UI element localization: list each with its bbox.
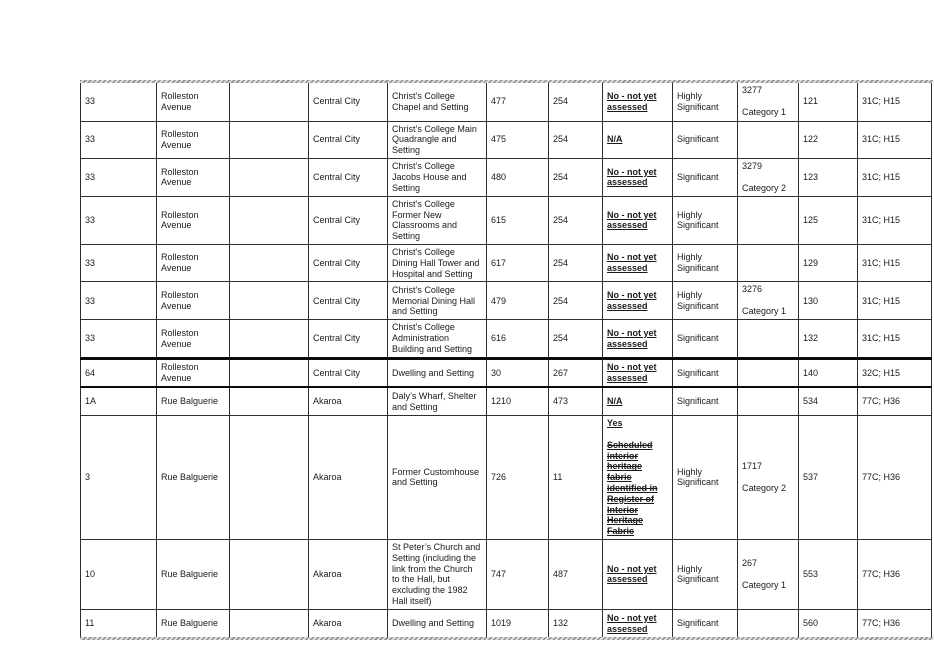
hnz-list-number: 3277: [742, 85, 763, 96]
cell-empty-column: [230, 320, 309, 358]
cell-locality: Akaroa: [309, 387, 388, 415]
cell-empty-column: [230, 245, 309, 282]
cell-item-number: 125: [799, 196, 858, 244]
cell-locality: Central City: [309, 282, 388, 320]
cell-hnz-listing: [738, 609, 799, 637]
cell-empty-column: [230, 415, 309, 539]
cell-interior-heritage-status: [603, 320, 673, 358]
cell-interior-heritage-status: [603, 415, 673, 539]
cell-map-reference: 77C; H36: [858, 540, 932, 610]
cell-street-number: 64: [81, 358, 157, 387]
cell-item-description: St Peter’s Church and Setting (including the link from the Church to the Hall, but excluding the 1982 Hall itself): [388, 540, 487, 610]
cell-ref-a: 475: [487, 121, 549, 158]
cell-hnz-listing: [738, 387, 799, 415]
cell-significance: Highly Significant: [673, 282, 738, 320]
cell-item-description: Dwelling and Setting: [388, 358, 487, 387]
hnz-category: Category 1: [742, 107, 787, 118]
cell-locality: Central City: [309, 320, 388, 358]
cell-ref-b: 11: [549, 415, 603, 539]
cell-item-number: 123: [799, 158, 858, 196]
table-row: [81, 358, 932, 387]
hnz-category: Category 2: [742, 482, 787, 493]
cell-item-description: Former Customhouse and Setting: [388, 415, 487, 539]
assessment-paragraph: N/A: [607, 396, 623, 407]
cell-map-reference: 31C; H15: [858, 196, 932, 244]
cell-ref-b: 254: [549, 282, 603, 320]
cell-hnz-listing: [738, 158, 799, 196]
cell-item-number: 560: [799, 609, 858, 637]
cell-map-reference: 77C; H36: [858, 609, 932, 637]
cell-street-name: Rolleston Avenue: [157, 121, 230, 158]
cell-locality: Central City: [309, 196, 388, 244]
cell-empty-column: [230, 83, 309, 121]
cell-map-reference: 32C; H15: [858, 358, 932, 387]
cell-ref-b: 267: [549, 358, 603, 387]
cell-ref-b: 473: [549, 387, 603, 415]
assessment-paragraph: No - not yet assessed: [607, 563, 657, 585]
hnz-category: Category 1: [742, 306, 787, 317]
cell-significance: Significant: [673, 320, 738, 358]
cell-significance: Highly Significant: [673, 245, 738, 282]
assessment-paragraph: No - not yet assessed: [607, 327, 657, 349]
cell-item-number: 130: [799, 282, 858, 320]
cell-street-name: Rolleston Avenue: [157, 83, 230, 121]
cell-street-number: 33: [81, 320, 157, 358]
hnz-category: Category 2: [742, 182, 787, 193]
cell-significance: Significant: [673, 387, 738, 415]
table-row: [81, 245, 932, 282]
cell-significance: Highly Significant: [673, 415, 738, 539]
cell-hnz-listing: [738, 358, 799, 387]
cell-item-number: 121: [799, 83, 858, 121]
cell-ref-a: 726: [487, 415, 549, 539]
cell-ref-b: 254: [549, 320, 603, 358]
cell-ref-a: 616: [487, 320, 549, 358]
cell-item-description: Christ’s College Former New Classrooms and Setting: [388, 196, 487, 244]
hnz-list-number: 3276: [742, 284, 763, 295]
cell-map-reference: 31C; H15: [858, 121, 932, 158]
cell-significance: Highly Significant: [673, 196, 738, 244]
cell-hnz-listing: [738, 282, 799, 320]
cell-item-number: 553: [799, 540, 858, 610]
cell-interior-heritage-status: [603, 196, 673, 244]
cell-item-number: 129: [799, 245, 858, 282]
cell-ref-b: 254: [549, 196, 603, 244]
cell-hnz-listing: [738, 320, 799, 358]
cell-ref-b: 254: [549, 245, 603, 282]
hnz-list-number: 267: [742, 557, 758, 568]
table-row: [81, 158, 932, 196]
cell-locality: Central City: [309, 121, 388, 158]
cell-significance: Significant: [673, 121, 738, 158]
cell-street-name: Rolleston Avenue: [157, 282, 230, 320]
table-row: [81, 609, 932, 637]
cell-ref-b: 487: [549, 540, 603, 610]
assessment-paragraph: No - not yet assessed: [607, 90, 657, 112]
cell-hnz-listing: [738, 245, 799, 282]
table-row: [81, 540, 932, 610]
cell-significance: Significant: [673, 158, 738, 196]
assessment-paragraph: No - not yet assessed: [607, 362, 657, 384]
cell-item-description: Daly’s Wharf, Shelter and Setting: [388, 387, 487, 415]
assessment-paragraph: No - not yet assessed: [607, 612, 657, 634]
cell-locality: Central City: [309, 358, 388, 387]
cell-item-description: Christ’s College Main Quadrangle and Setting: [388, 121, 487, 158]
cell-street-name: Rolleston Avenue: [157, 320, 230, 358]
cell-map-reference: 31C; H15: [858, 282, 932, 320]
cell-interior-heritage-status: [603, 83, 673, 121]
cell-hnz-listing: [738, 540, 799, 610]
cell-interior-heritage-status: [603, 158, 673, 196]
cell-ref-b: 254: [549, 158, 603, 196]
cell-street-name: Rue Balguerie: [157, 540, 230, 610]
cell-ref-a: 615: [487, 196, 549, 244]
hnz-list-number: 3279: [742, 160, 763, 171]
cell-interior-heritage-status: [603, 387, 673, 415]
cell-ref-b: 254: [549, 121, 603, 158]
cell-locality: Central City: [309, 83, 388, 121]
cell-street-name: Rolleston Avenue: [157, 196, 230, 244]
heritage-schedule-table: [80, 83, 932, 637]
cell-empty-column: [230, 196, 309, 244]
cell-map-reference: 77C; H36: [858, 415, 932, 539]
cell-street-name: Rue Balguerie: [157, 609, 230, 637]
cell-locality: Central City: [309, 245, 388, 282]
hnz-category: Category 1: [742, 579, 787, 590]
table-row: [81, 387, 932, 415]
cell-ref-b: 132: [549, 609, 603, 637]
table-row: [81, 320, 932, 358]
cell-ref-a: 480: [487, 158, 549, 196]
cell-item-description: Christ’s College Administration Building and Setting: [388, 320, 487, 358]
cell-interior-heritage-status: [603, 245, 673, 282]
cell-ref-a: 1019: [487, 609, 549, 637]
cell-map-reference: 31C; H15: [858, 158, 932, 196]
cell-interior-heritage-status: [603, 540, 673, 610]
assessment-paragraph: No - not yet assessed: [607, 252, 657, 274]
cell-interior-heritage-status: [603, 121, 673, 158]
cell-interior-heritage-status: [603, 282, 673, 320]
cell-street-number: 33: [81, 83, 157, 121]
cell-ref-a: 1210: [487, 387, 549, 415]
assessment-paragraph: No - not yet assessed: [607, 290, 657, 311]
cell-hnz-listing: [738, 121, 799, 158]
cell-map-reference: 31C; H15: [858, 320, 932, 358]
cell-item-number: 122: [799, 121, 858, 158]
assessment-paragraph: No - not yet assessed: [607, 209, 657, 231]
cell-street-number: 33: [81, 282, 157, 320]
cell-empty-column: [230, 358, 309, 387]
heritage-schedule-table-wrap: [80, 80, 933, 640]
cell-street-number: 11: [81, 609, 157, 637]
cell-locality: Akaroa: [309, 415, 388, 539]
cell-street-name: Rue Balguerie: [157, 387, 230, 415]
table-continuation-edge-bottom: [80, 637, 933, 640]
cell-item-number: 534: [799, 387, 858, 415]
cell-street-number: 1A: [81, 387, 157, 415]
cell-street-number: 33: [81, 196, 157, 244]
assessment-paragraph: N/A: [607, 134, 623, 145]
assessment-paragraph: [607, 429, 668, 440]
cell-ref-a: 30: [487, 358, 549, 387]
cell-empty-column: [230, 121, 309, 158]
cell-empty-column: [230, 609, 309, 637]
table-row: [81, 196, 932, 244]
cell-ref-b: 254: [549, 83, 603, 121]
cell-item-description: Christ’s College Memorial Dining Hall and Setting: [388, 282, 487, 320]
table-row: [81, 121, 932, 158]
cell-significance: Highly Significant: [673, 540, 738, 610]
cell-street-name: Rolleston Avenue: [157, 158, 230, 196]
cell-map-reference: 31C; H15: [858, 83, 932, 121]
cell-street-name: Rue Balguerie: [157, 415, 230, 539]
cell-ref-a: 747: [487, 540, 549, 610]
cell-hnz-listing: [738, 415, 799, 539]
cell-ref-a: 479: [487, 282, 549, 320]
cell-hnz-listing: [738, 83, 799, 121]
cell-significance: Significant: [673, 609, 738, 637]
table-row: [81, 83, 932, 121]
cell-empty-column: [230, 158, 309, 196]
table-row: [81, 415, 932, 539]
table-row: [81, 282, 932, 320]
cell-street-name: Rolleston Avenue: [157, 358, 230, 387]
cell-street-number: 10: [81, 540, 157, 610]
cell-empty-column: [230, 540, 309, 610]
cell-item-description: Christ’s College Chapel and Setting: [388, 83, 487, 121]
assessment-paragraph: Yes: [607, 417, 623, 428]
cell-item-number: 132: [799, 320, 858, 358]
cell-interior-heritage-status: [603, 358, 673, 387]
cell-empty-column: [230, 387, 309, 415]
hnz-list-number: 1717: [742, 460, 763, 471]
cell-hnz-listing: [738, 196, 799, 244]
cell-street-name: Rolleston Avenue: [157, 245, 230, 282]
cell-item-description: Christ’s College Jacobs House and Setting: [388, 158, 487, 196]
cell-item-description: Christ’s College Dining Hall Tower and Hospital and Setting: [388, 245, 487, 282]
cell-empty-column: [230, 282, 309, 320]
cell-significance: Highly Significant: [673, 83, 738, 121]
cell-item-description: Dwelling and Setting: [388, 609, 487, 637]
cell-locality: Akaroa: [309, 609, 388, 637]
cell-item-number: 140: [799, 358, 858, 387]
assessment-paragraph: No - not yet assessed: [607, 166, 657, 188]
cell-item-number: 537: [799, 415, 858, 539]
assessment-paragraph: Scheduled interior heritage fabric identified in Register of Interior Heritage Fabric: [607, 439, 658, 537]
cell-ref-a: 617: [487, 245, 549, 282]
cell-map-reference: 77C; H36: [858, 387, 932, 415]
cell-ref-a: 477: [487, 83, 549, 121]
cell-street-number: 33: [81, 245, 157, 282]
cell-interior-heritage-status: [603, 609, 673, 637]
cell-street-number: 3: [81, 415, 157, 539]
cell-street-number: 33: [81, 158, 157, 196]
cell-map-reference: 31C; H15: [858, 245, 932, 282]
cell-street-number: 33: [81, 121, 157, 158]
cell-significance: Significant: [673, 358, 738, 387]
cell-locality: Central City: [309, 158, 388, 196]
cell-locality: Akaroa: [309, 540, 388, 610]
